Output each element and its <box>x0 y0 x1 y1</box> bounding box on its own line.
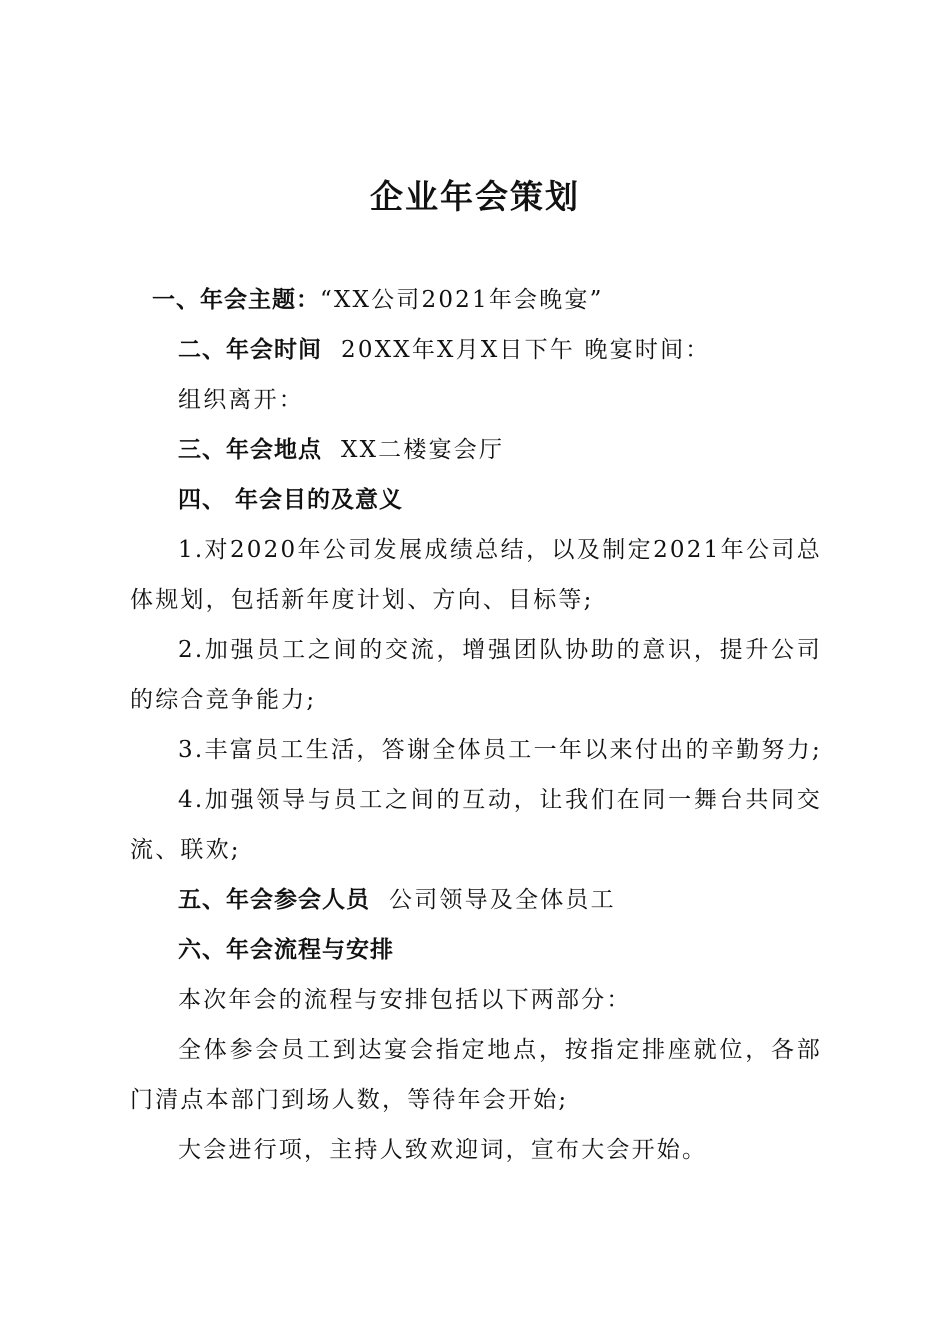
section-2-text: 20XX年X月X日下午 晚宴时间： <box>341 337 711 363</box>
section-6-heading: 六、年会流程与安排 <box>178 937 394 963</box>
purpose-2-line-2: 的综合竞争能力; <box>130 687 317 713</box>
purpose-1-line-2: 体规划，包括新年度计划、方向、目标等; <box>130 587 594 613</box>
section-2-heading: 二、年会时间 <box>178 337 322 363</box>
purpose-2-line-1: 2.加强员工之间的交流，增强团队协助的意识，提升公司 <box>178 637 822 663</box>
section-1-theme <box>152 282 852 318</box>
purpose-1-line-1: 1.对2020年公司发展成绩总结，以及制定2021年公司总 <box>178 537 822 563</box>
section-3-heading: 三、年会地点 <box>178 437 322 463</box>
document-title: 企业年会策划 <box>370 177 580 216</box>
section-2-continuation: 组织离开： <box>178 387 304 413</box>
section-6-process <box>178 932 878 968</box>
section-3-venue <box>178 432 878 468</box>
section-5-attendees <box>178 882 878 918</box>
section-5-heading: 五、年会参会人员 <box>178 887 370 913</box>
section-4-heading: 四、 年会目的及意义 <box>178 487 404 513</box>
process-2-line-1: 大会进行项，主持人致欢迎词，宣布大会开始。 <box>178 1137 708 1163</box>
section-2-time <box>178 332 878 368</box>
section-5-text: 公司领导及全体员工 <box>389 887 616 913</box>
section-4-purpose <box>178 482 878 518</box>
section-1-heading: 一、年会主题： <box>152 287 320 313</box>
purpose-4-line-2: 流、联欢; <box>130 837 241 863</box>
process-1-line-2: 门清点本部门到场人数，等待年会开始; <box>130 1087 569 1113</box>
purpose-4-line-1: 4.加强领导与员工之间的互动，让我们在同一舞台共同交 <box>178 787 822 813</box>
process-intro: 本次年会的流程与安排包括以下两部分： <box>178 987 632 1013</box>
section-3-text: XX二楼宴会厅 <box>341 437 505 463</box>
section-1-text: “XX公司2021年会晚宴” <box>320 287 604 313</box>
process-1-line-1: 全体参会员工到达宴会指定地点，按指定排座就位，各部 <box>178 1037 822 1063</box>
purpose-3-line-1: 3.丰富员工生活，答谢全体员工一年以来付出的辛勤努力; <box>178 737 822 763</box>
